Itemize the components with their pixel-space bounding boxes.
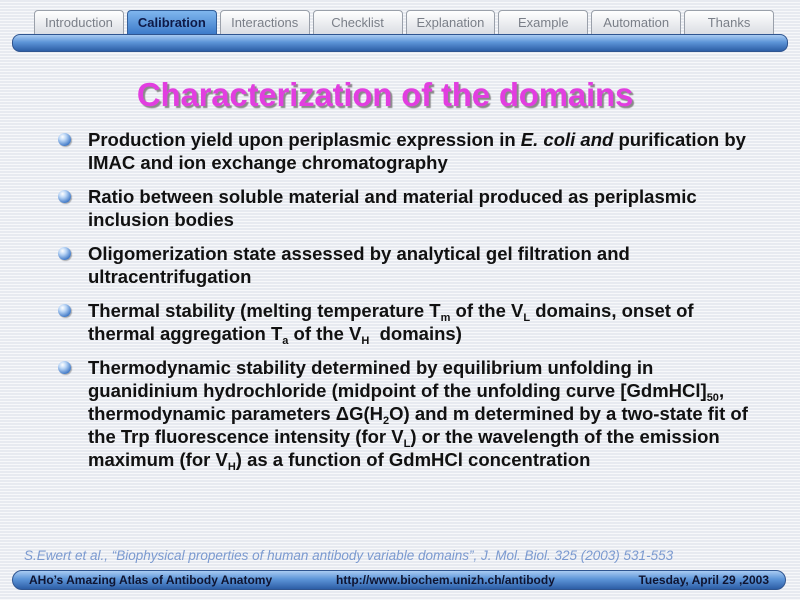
tab-thanks[interactable]: Thanks (684, 10, 774, 35)
tab-introduction[interactable]: Introduction (34, 10, 124, 35)
bullet-text: Oligomerization state assessed by analytical gel filtration and ultracentrifugation (88, 243, 630, 287)
citation-text: S.Ewert et al., “Biophysical properties of human antibody variable domains”, J. Mol. Biol. 325 (2003) 531-553 (24, 548, 674, 563)
bullet-item-thermodynamic-stability (58, 356, 758, 471)
header-accent-bar (12, 34, 788, 52)
nav-tab-bar (34, 10, 774, 36)
bullet-text: Thermal stability (melting temperature $T_m$ of the $V_L$ domains, onset of thermal aggregation $T_a$ of the $V_H$ domains) (88, 300, 694, 347)
bullet-sphere-icon (58, 361, 71, 374)
bullet-sphere-icon (58, 133, 71, 146)
bullet-sphere-icon (58, 247, 71, 260)
bullet-item-soluble-ratio (58, 185, 758, 231)
bullet-sphere-icon (58, 304, 71, 317)
tab-calibration[interactable]: Calibration (127, 10, 217, 35)
bullet-sphere-icon (58, 190, 71, 203)
tab-example[interactable]: Example (498, 10, 588, 35)
bullet-text: Production yield upon periplasmic expression in E. coli and purification by IMAC and ion exchange chromatography (88, 129, 746, 173)
bullet-item-oligomerization (58, 242, 758, 288)
tab-interactions[interactable]: Interactions (220, 10, 310, 35)
bullet-text: Thermodynamic stability determined by equilibrium unfolding in guanidinium hydrochloride (midpoint of the unfolding curve $[GdmHCl]_{50}$, thermodynamic parameters $\Delta G(H_2O)$ and m determined by a two-state fit of the Trp fluorescence intensity (for $V_L$) or the wavelength of the emission maximum (for $V_H$) as a function of GdmHCl concentration (88, 357, 748, 473)
slide-title: Characterization of the domains (136, 76, 634, 113)
footer-atlas-title: AHo’s Amazing Atlas of Antibody Anatomy (29, 573, 273, 587)
tab-automation[interactable]: Automation (591, 10, 681, 35)
bullet-item-production-yield (58, 128, 758, 174)
tab-checklist[interactable]: Checklist (313, 10, 403, 35)
footer-date: Tuesday, April 29 ,2003 (638, 573, 769, 587)
footer-bar (12, 570, 786, 590)
tab-explanation[interactable]: Explanation (406, 10, 496, 35)
bullet-item-thermal-stability (58, 299, 758, 345)
bullet-text: Ratio between soluble material and material produced as periplasmic inclusion bodies (88, 186, 697, 230)
footer-url-link[interactable]: http://www.biochem.unizh.ch/antibody (336, 573, 555, 587)
bullet-list (58, 128, 758, 482)
